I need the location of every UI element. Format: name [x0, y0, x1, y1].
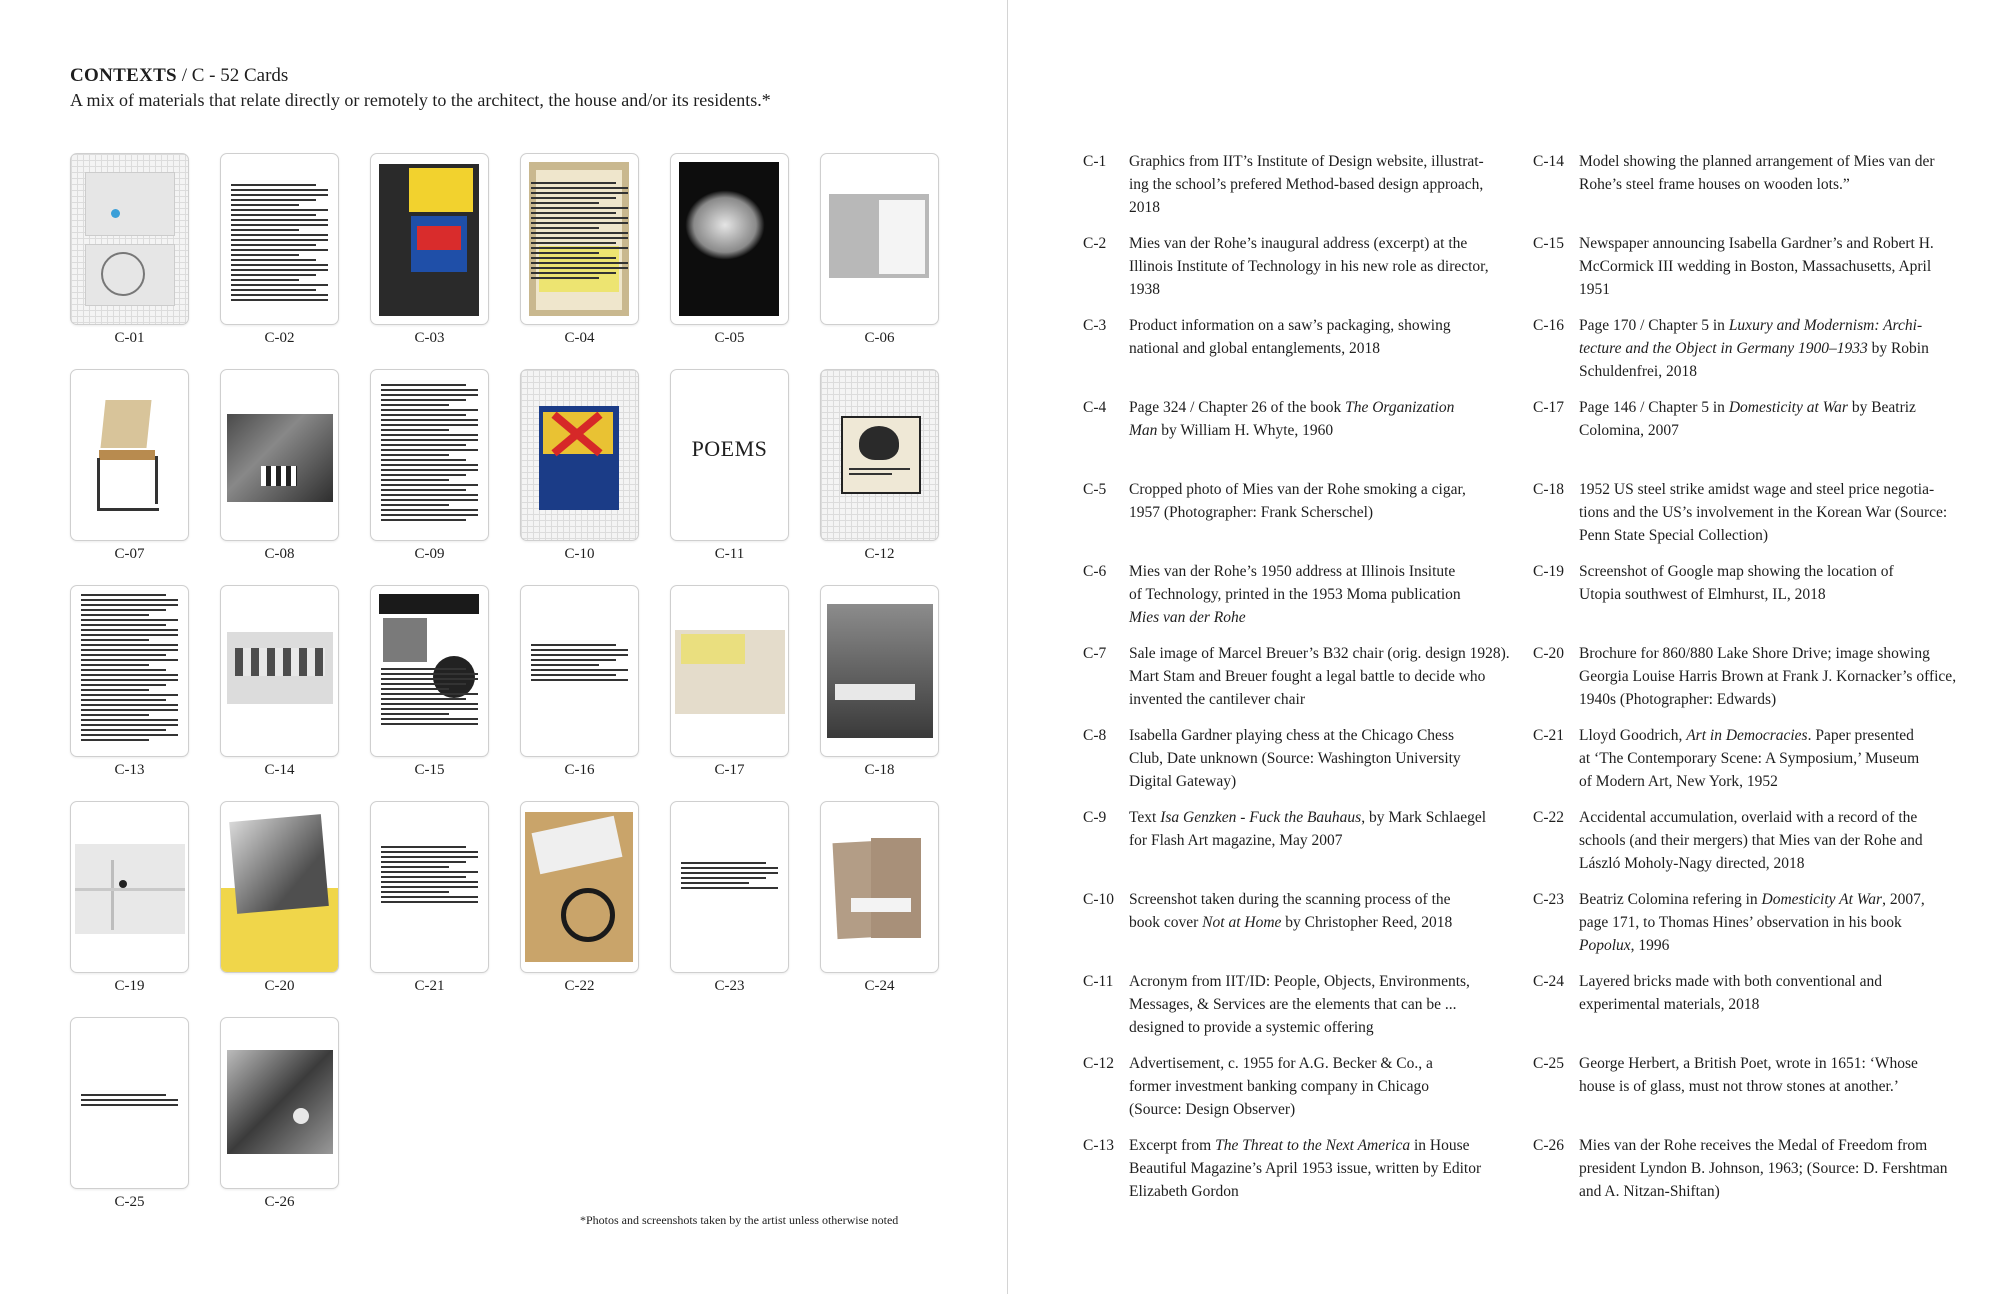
caption-text: Acronym from IIT/ID: People, Objects, Environments, Messages, & Services are the elements that can be ... designed to provide a systemic offering: [1129, 973, 1470, 1036]
caption-code: C-8: [1083, 727, 1107, 744]
caption-text: Newspaper announcing Isabella Gardner’s and Robert H. McCormick III wedding in Boston, Massachusetts, April 1951: [1579, 235, 1934, 298]
page-subtitle: A mix of materials that relate directly or remotely to the architect, the house and/or its residents.*: [70, 90, 771, 110]
card-label: C-20: [264, 978, 295, 994]
card-thumbnail: [520, 801, 639, 973]
card-thumbnail: [670, 585, 789, 757]
card-label: C-18: [864, 762, 895, 778]
caption-text: Page 324 / Chapter 26 of the book The Organization Man by William H. Whyte, 1960: [1129, 399, 1455, 439]
caption-text: Isabella Gardner playing chess at the Chicago Chess Club, Date unknown (Source: Washington University Digital Gateway): [1129, 727, 1461, 790]
card-label: C-25: [114, 1194, 145, 1210]
context-card: [520, 153, 639, 347]
context-card: [70, 369, 189, 563]
card-label: C-23: [714, 978, 745, 994]
caption-text: Text Isa Genzken - Fuck the Bauhaus, by Mark Schlaegel for Flash Art magazine, May 2007: [1129, 809, 1487, 849]
card-thumbnail: [70, 1017, 189, 1189]
card-thumbnail: [520, 585, 639, 757]
caption-text: Accidental accumulation, overlaid with a record of the schools (and their mergers) that Mies van der Rohe and László Moholy-Nagy directed, 2018: [1579, 809, 1923, 872]
caption-code: C-20: [1533, 645, 1564, 662]
context-card: [820, 153, 939, 347]
card-thumbnail: [820, 153, 939, 325]
caption-code: C-6: [1083, 563, 1107, 580]
context-card: [220, 585, 339, 779]
caption-text: Excerpt from The Threat to the Next America in House Beautiful Magazine’s April 1953 issue, written by Editor Elizabeth Gordon: [1129, 1137, 1482, 1200]
card-label: C-14: [264, 762, 295, 778]
card-label: C-11: [714, 546, 745, 562]
card-label: C-22: [564, 978, 595, 994]
caption-text: Brochure for 860/880 Lake Shore Drive; image showing Georgia Louise Harris Brown at Frank J. Kornacker’s office, 1940s (Photographer: Edwards): [1579, 645, 1957, 708]
caption-code: C-1: [1083, 153, 1107, 170]
card-label: C-05: [714, 330, 745, 346]
caption-code: C-3: [1083, 317, 1107, 334]
card-label: C-03: [414, 330, 445, 346]
caption-text: Page 170 / Chapter 5 in Luxury and Modernism: Archi- tecture and the Object in Germany 1900–1933 by Robin Schuldenfrei, 2018: [1579, 317, 1929, 380]
card-thumbnail: [370, 153, 489, 325]
card-thumbnail: [70, 585, 189, 757]
caption-code: C-5: [1083, 481, 1107, 498]
caption-code: C-2: [1083, 235, 1107, 252]
caption-code: C-26: [1533, 1137, 1564, 1154]
card-label: C-02: [264, 330, 295, 346]
card-label: C-17: [714, 762, 745, 778]
caption-text: Graphics from IIT’s Institute of Design website, illustrat- ing the school’s prefered Method-based design approach, 2018: [1129, 153, 1484, 216]
context-card: [520, 369, 639, 563]
card-thumbnail: [370, 801, 489, 973]
caption-code: C-21: [1533, 727, 1564, 744]
card-thumbnail: [670, 153, 789, 325]
context-card: [370, 801, 489, 995]
card-thumbnail: [220, 585, 339, 757]
card-label: C-13: [114, 762, 145, 778]
caption-code: C-14: [1533, 153, 1564, 170]
card-thumbnail: [820, 585, 939, 757]
card-label: C-04: [564, 330, 595, 346]
context-card: [520, 801, 639, 995]
caption-code: C-18: [1533, 481, 1564, 498]
caption-code: C-9: [1083, 809, 1107, 826]
caption-text: George Herbert, a British Poet, wrote in 1651: ‘Whose house is of glass, must not throw stones at another.’: [1579, 1055, 1918, 1095]
caption-code: C-19: [1533, 563, 1564, 580]
context-card: [220, 1017, 339, 1211]
page-title: [70, 64, 970, 88]
context-card: [820, 369, 939, 563]
caption-text: Mies van der Rohe’s 1950 address at Illinois Insitute of Technology, printed in the 1953 Moma publication Mies van der Rohe: [1129, 563, 1461, 626]
card-thumbnail: [520, 369, 639, 541]
card-thumbnail: [670, 369, 789, 541]
caption-code: C-22: [1533, 809, 1564, 826]
context-card: [220, 369, 339, 563]
caption-code: C-7: [1083, 645, 1107, 662]
caption-text: Lloyd Goodrich, Art in Democracies. Paper presented at ‘The Contemporary Scene: A Symposium,’ Museum of Modern Art, New York, 1952: [1579, 727, 1920, 790]
caption-code: C-11: [1083, 973, 1114, 990]
caption-code: C-12: [1083, 1055, 1114, 1072]
context-card: [520, 585, 639, 779]
context-card: [670, 585, 789, 779]
context-card: [670, 801, 789, 995]
card-label: C-08: [264, 546, 295, 562]
context-card: [70, 153, 189, 347]
caption-code: C-10: [1083, 891, 1114, 908]
caption-code: C-4: [1083, 399, 1107, 416]
footnote: *Photos and screenshots taken by the artist unless otherwise noted: [580, 1213, 899, 1227]
card-thumbnail: [70, 153, 189, 325]
caption-code: C-23: [1533, 891, 1564, 908]
card-thumbnail: [370, 369, 489, 541]
card-thumbnail: [520, 153, 639, 325]
caption-text: Mies van der Rohe receives the Medal of Freedom from president Lyndon B. Johnson, 1963; (Source: D. Fershtman and A. Nitzan-Shiftan): [1579, 1137, 1948, 1200]
card-thumbnail: [670, 801, 789, 973]
caption-code: C-25: [1533, 1055, 1564, 1072]
card-label: C-01: [114, 330, 145, 346]
caption-text: Sale image of Marcel Breuer’s B32 chair (orig. design 1928). Mart Stam and Breuer fought a legal battle to decide who invented the cantilever chair: [1129, 645, 1510, 708]
card-thumbnail: [820, 369, 939, 541]
caption-code: C-16: [1533, 317, 1564, 334]
caption-text: Product information on a saw’s packaging, showing national and global entanglements, 2018: [1129, 317, 1451, 357]
context-card: [220, 153, 339, 347]
page-header: [70, 64, 970, 112]
caption-text: Model showing the planned arrangement of Mies van der Rohe’s steel frame houses on wooden lots.”: [1579, 153, 1935, 193]
caption-text: Page 146 / Chapter 5 in Domesticity at War by Beatriz Colomina, 2007: [1579, 399, 1916, 439]
card-thumbnail: [70, 801, 189, 973]
context-card: [820, 585, 939, 779]
caption-code: C-24: [1533, 973, 1564, 990]
card-label: C-07: [114, 546, 145, 562]
card-thumbnail: [220, 369, 339, 541]
caption-code: C-17: [1533, 399, 1564, 416]
card-label: C-06: [864, 330, 895, 346]
card-thumbnail: [220, 153, 339, 325]
context-card: [70, 1017, 189, 1211]
caption-text: Beatriz Colomina refering in Domesticity At War, 2007, page 171, to Thomas Hines’ observation in his book Popolux, 1996: [1579, 891, 1925, 954]
context-card: [220, 801, 339, 995]
context-card: [70, 801, 189, 995]
context-card: [370, 369, 489, 563]
context-card: [70, 585, 189, 779]
card-thumbnail: [820, 801, 939, 973]
card-thumbnail: [70, 369, 189, 541]
card-label: C-15: [414, 762, 445, 778]
caption-text: Advertisement, c. 1955 for A.G. Becker & Co., a former investment banking company in Chicago (Source: Design Observer): [1129, 1055, 1433, 1118]
context-card: [670, 369, 789, 563]
card-thumbnail: [220, 801, 339, 973]
card-label: C-12: [864, 546, 895, 562]
title-bold: CONTEXTS: [70, 65, 177, 86]
caption-text: Screenshot taken during the scanning process of the book cover Not at Home by Christopher Reed, 2018: [1129, 891, 1453, 931]
right-page: [1008, 0, 2000, 1294]
caption-text: Cropped photo of Mies van der Rohe smoking a cigar, 1957 (Photographer: Frank Scherschel): [1129, 481, 1466, 521]
card-label: C-16: [564, 762, 595, 778]
context-card: [370, 153, 489, 347]
card-thumbnail: [370, 585, 489, 757]
title-rest: / C - 52 Cards: [176, 65, 289, 86]
caption-text: Screenshot of Google map showing the location of Utopia southwest of Elmhurst, IL, 2018: [1579, 563, 1894, 603]
context-card: [370, 585, 489, 779]
card-label: C-09: [414, 546, 445, 562]
caption-text: 1952 US steel strike amidst wage and steel price negotia- tions and the US’s involvement in the Korean War (Source: Penn State Special Collection): [1579, 481, 1948, 544]
card-thumbnail: [220, 1017, 339, 1189]
card-label: C-26: [264, 1194, 295, 1210]
card-label: C-24: [864, 978, 895, 994]
card-text: POEMS: [691, 436, 768, 461]
caption-text: Layered bricks made with both conventional and experimental materials, 2018: [1579, 973, 1883, 1013]
card-label: C-10: [564, 546, 595, 562]
caption-code: C-13: [1083, 1137, 1114, 1154]
caption-code: C-15: [1533, 235, 1564, 252]
card-label: C-21: [414, 978, 445, 994]
context-card: [820, 801, 939, 995]
context-card: [670, 153, 789, 347]
caption-text: Mies van der Rohe’s inaugural address (excerpt) at the Illinois Institute of Technology in his new role as director, 1938: [1129, 235, 1489, 298]
card-label: C-19: [114, 978, 145, 994]
